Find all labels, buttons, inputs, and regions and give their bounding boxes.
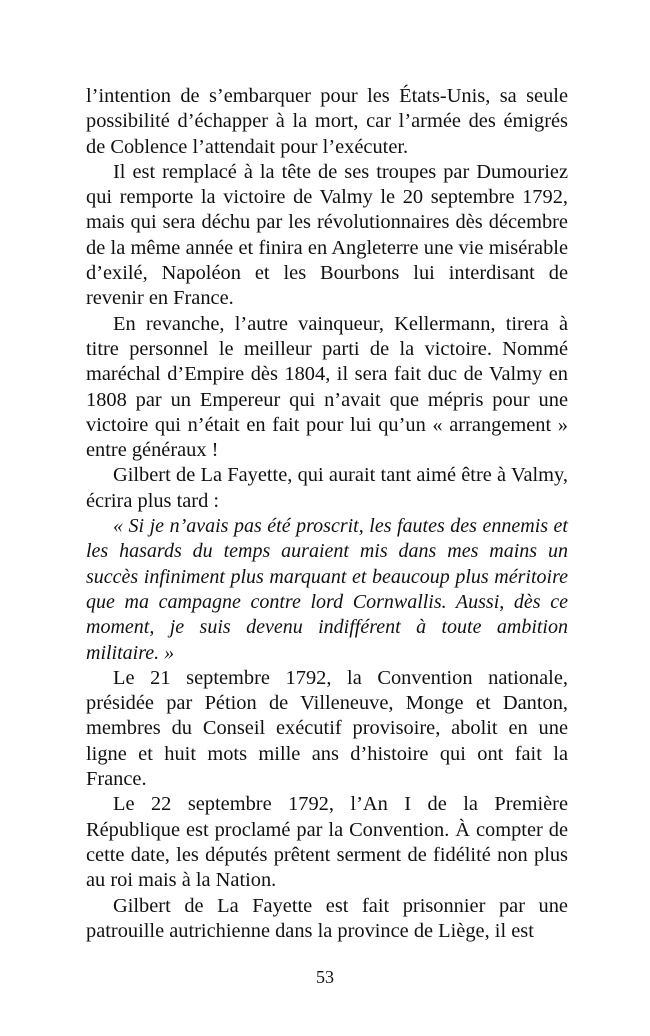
- paragraph-prisonnier: Gilbert de La Fayette est fait prisonnier par une patrouille autrichienne dans la province de Liège, il est: [86, 894, 568, 942]
- paragraph-continuation: l’intention de s’embarquer pour les États-Unis, sa seule possibilité d’échapper à la mort, car l’armée des émigrés de Coblence l’attendait pour l’exécuter.: [86, 85, 568, 158]
- page-body: [86, 84, 568, 944]
- paragraph-republique: Le 22 septembre 1792, l’An I de la Première République est proclamé par la Convention. À compter de cette date, les députés prêtent serment de fidélité non plus au roi mais à la Nation.: [86, 793, 568, 892]
- paragraph-lafayette-intro: Gilbert de La Fayette, qui aurait tant aimé être à Valmy, écrira plus tard :: [86, 464, 568, 512]
- page-number: 53: [316, 967, 334, 987]
- paragraph-convention: Le 21 septembre 1792, la Convention nationale, présidée par Pétion de Villeneuve, Monge et Danton, membres du Conseil exécutif provisoire, abolit en une ligne et huit mots mille ans d’histoire qui ont fait la France.: [86, 666, 568, 791]
- paragraph-quote: « Si je n’avais pas été proscrit, les fautes des ennemis et les hasards du temps auraient mis dans mes mains un succès infiniment plus marquant et beaucoup plus méritoire que ma campagne contre lord Cornwallis. Aussi, dès ce moment, je suis devenu indifférent à toute ambition militaire. »: [86, 515, 568, 664]
- paragraph-dumouriez: Il est remplacé à la tête de ses troupes par Dumouriez qui remporte la victoire de Valmy le 20 septembre 1792, mais qui sera déchu par les révolutionnaires dès décembre de la même année et finira en Angleterre une vie misérable d’exilé, Napoléon et les Bourbons lui interdisant de revenir en France.: [86, 160, 568, 310]
- paragraph-kellermann: En revanche, l’autre vainqueur, Kellermann, tirera à titre personnel le meilleur parti de la victoire. Nommé maréchal d’Empire dès 1804, il sera fait duc de Valmy en 1808 par un Empereur qui n’avait que mépris pour une victoire qui n’était en fait pour lui qu’un « arrangement » entre généraux !: [86, 312, 568, 462]
